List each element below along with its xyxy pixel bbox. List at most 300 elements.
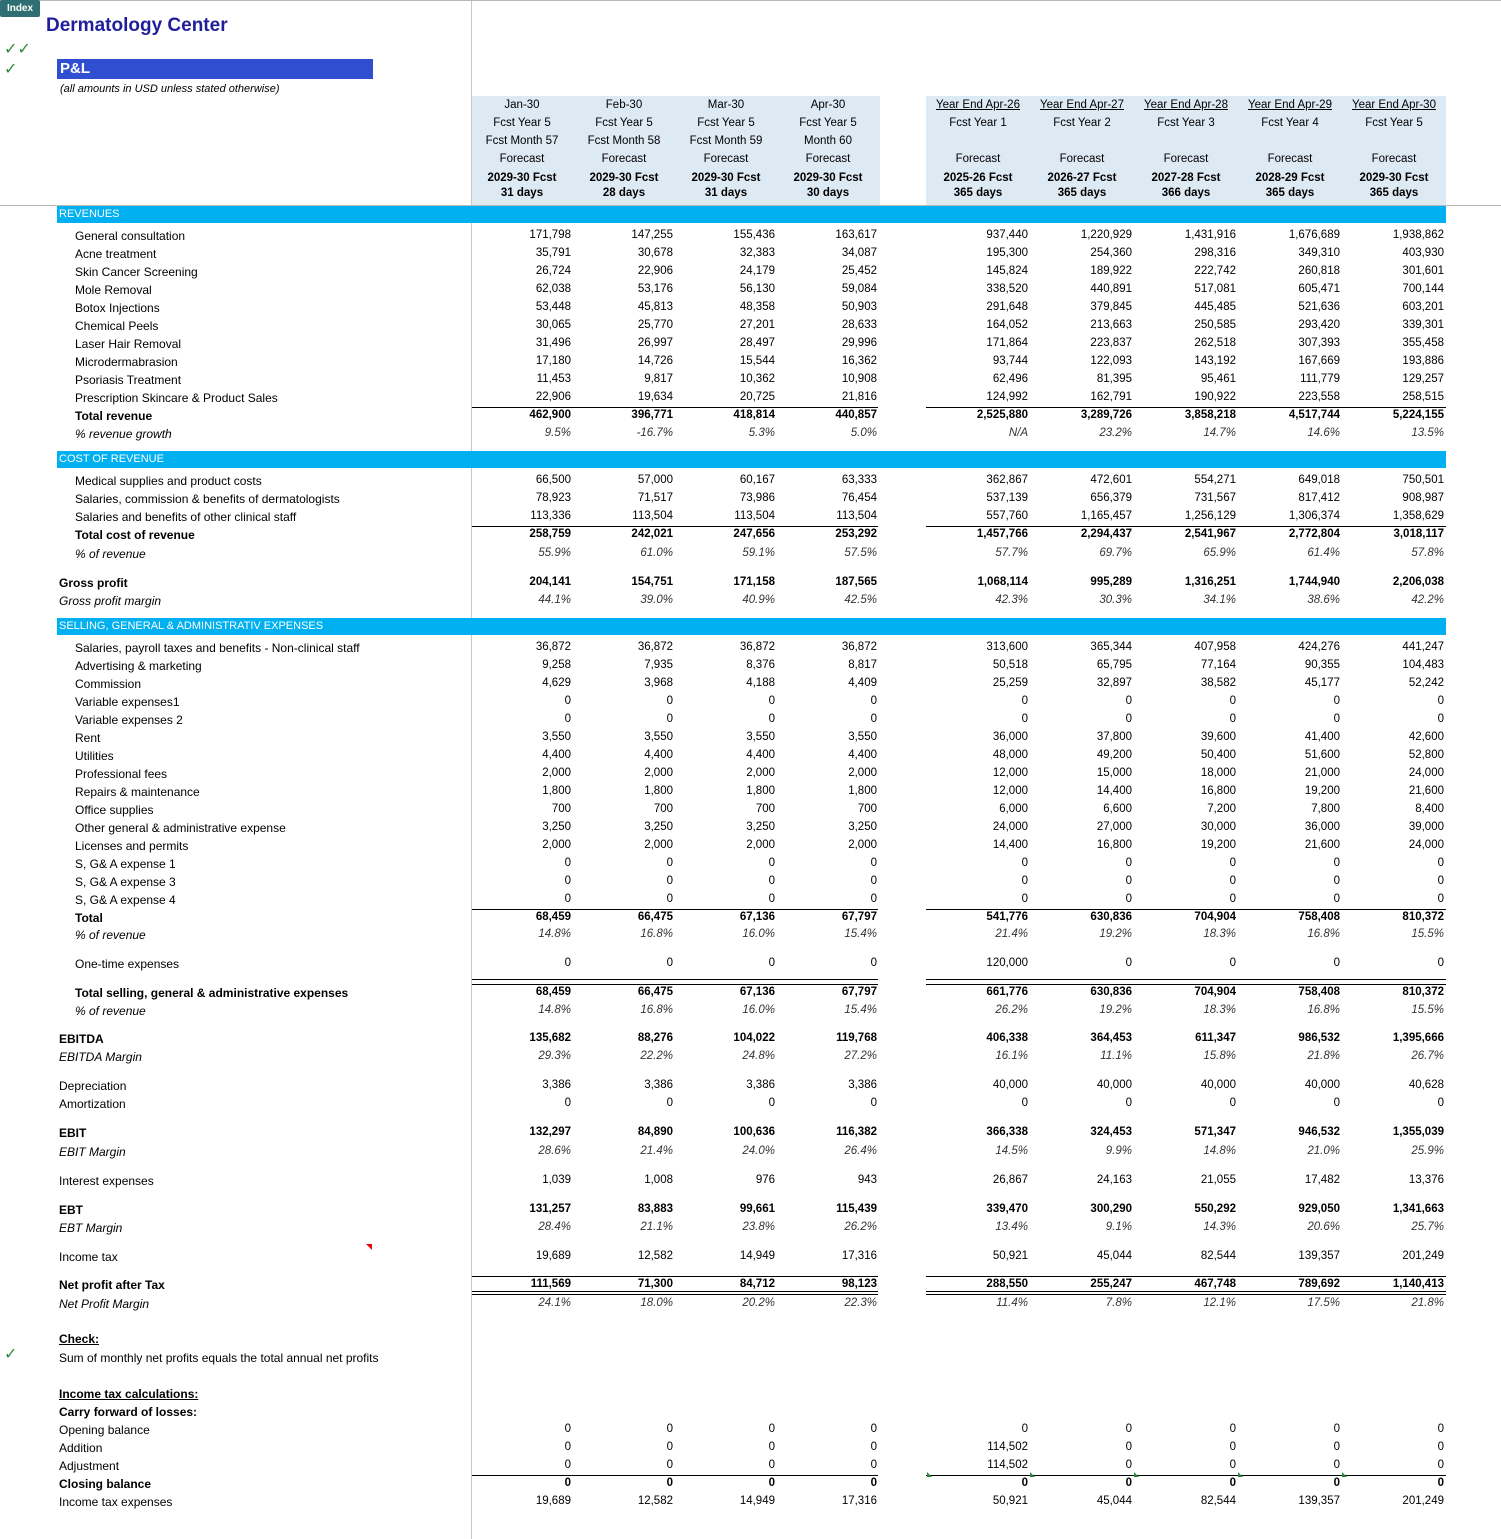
cell-value[interactable]: 139,357 xyxy=(1298,1250,1340,1262)
cell-value[interactable]: 26,867 xyxy=(992,1174,1028,1186)
cell-value[interactable]: 0 xyxy=(1437,893,1444,905)
cell-value[interactable]: 95,461 xyxy=(1200,373,1236,385)
cell-value[interactable]: 57.7% xyxy=(995,547,1028,559)
cell-value[interactable]: 26.4% xyxy=(844,1145,877,1157)
cell-value[interactable]: 3,250 xyxy=(644,821,673,833)
cell-value[interactable]: 66,500 xyxy=(535,474,571,486)
cell-value[interactable]: 0 xyxy=(1333,893,1340,905)
cell-value[interactable]: 0 xyxy=(1125,713,1132,725)
cell-value[interactable]: 71,300 xyxy=(637,1278,673,1290)
cell-value[interactable]: 77,164 xyxy=(1200,659,1236,671)
cell-value[interactable]: 28.6% xyxy=(538,1145,571,1157)
cell-value[interactable]: 0 xyxy=(768,893,775,905)
cell-value[interactable]: 0 xyxy=(564,893,571,905)
cell-value[interactable]: 65,795 xyxy=(1096,659,1132,671)
cell-value[interactable]: 0 xyxy=(666,1459,673,1471)
cell-value[interactable]: 313,600 xyxy=(986,641,1028,653)
cell-value[interactable]: 758,408 xyxy=(1298,911,1340,923)
cell-value[interactable]: 1,008 xyxy=(644,1174,673,1186)
cell-value[interactable]: 554,271 xyxy=(1194,474,1236,486)
cell-value[interactable]: 195,300 xyxy=(986,247,1028,259)
cell-value[interactable]: 84,890 xyxy=(637,1126,673,1138)
cell-value[interactable]: 0 xyxy=(1437,1441,1444,1453)
cell-value[interactable]: 0 xyxy=(1125,957,1132,969)
cell-value[interactable]: 0 xyxy=(1125,1441,1132,1453)
cell-value[interactable]: 0 xyxy=(666,1441,673,1453)
cell-value[interactable]: 403,930 xyxy=(1402,247,1444,259)
cell-value[interactable]: 23.8% xyxy=(742,1221,775,1233)
cell-value[interactable]: 12,000 xyxy=(992,785,1028,797)
cell-value[interactable]: 14,726 xyxy=(637,355,673,367)
cell-value[interactable]: 40.9% xyxy=(742,594,775,606)
cell-value[interactable]: 26.7% xyxy=(1411,1050,1444,1062)
cell-value[interactable]: 1,800 xyxy=(848,785,877,797)
cell-value[interactable]: 50,400 xyxy=(1200,749,1236,761)
cell-value[interactable]: 0 xyxy=(1021,893,1028,905)
cell-value[interactable]: 201,249 xyxy=(1402,1250,1444,1262)
cell-value[interactable]: 223,837 xyxy=(1090,337,1132,349)
cell-value[interactable]: 201,249 xyxy=(1402,1495,1444,1507)
cell-value[interactable]: 22,906 xyxy=(637,265,673,277)
cell-value[interactable]: 62,038 xyxy=(535,283,571,295)
cell-value[interactable]: 19,634 xyxy=(637,391,673,403)
cell-value[interactable]: 0 xyxy=(666,1097,673,1109)
cell-value[interactable]: 132,297 xyxy=(529,1126,571,1138)
cell-value[interactable]: 3,386 xyxy=(848,1079,877,1091)
cell-value[interactable]: 1,395,666 xyxy=(1392,1032,1444,1044)
cell-value[interactable]: 44.1% xyxy=(538,594,571,606)
cell-value[interactable]: 0 xyxy=(870,1097,877,1109)
cell-value[interactable]: 4,400 xyxy=(644,749,673,761)
cell-value[interactable]: 154,751 xyxy=(631,576,673,588)
cell-value[interactable]: 0 xyxy=(1021,713,1028,725)
cell-value[interactable]: 129,257 xyxy=(1402,373,1444,385)
cell-value[interactable]: 19.2% xyxy=(1099,928,1132,940)
cell-value[interactable]: 0 xyxy=(666,957,673,969)
cell-value[interactable]: 17.5% xyxy=(1307,1297,1340,1309)
cell-value[interactable]: 250,585 xyxy=(1194,319,1236,331)
cell-value[interactable]: 3,858,218 xyxy=(1184,409,1236,421)
cell-value[interactable]: 113,504 xyxy=(632,510,673,522)
cell-value[interactable]: 0 xyxy=(666,1477,673,1489)
cell-value[interactable]: 0 xyxy=(1437,875,1444,887)
cell-value[interactable]: 16.8% xyxy=(1307,1004,1340,1016)
cell-value[interactable]: 258,759 xyxy=(529,528,571,540)
cell-value[interactable]: 14.8% xyxy=(1203,1145,1236,1157)
cell-value[interactable]: 8,400 xyxy=(1415,803,1444,815)
cell-value[interactable]: 541,776 xyxy=(986,911,1028,923)
cell-value[interactable]: 0 xyxy=(564,1459,571,1471)
cell-value[interactable]: 48,000 xyxy=(992,749,1028,761)
cell-value[interactable]: 21,600 xyxy=(1304,839,1340,851)
cell-value[interactable]: 7,800 xyxy=(1311,803,1340,815)
cell-value[interactable]: 5.0% xyxy=(850,427,877,439)
cell-value[interactable]: 213,663 xyxy=(1090,319,1132,331)
cell-value[interactable]: 111,569 xyxy=(530,1278,571,1290)
cell-value[interactable]: 0 xyxy=(768,1097,775,1109)
cell-value[interactable]: 0 xyxy=(1021,857,1028,869)
cell-value[interactable]: 324,453 xyxy=(1090,1126,1132,1138)
cell-value[interactable]: 1,358,629 xyxy=(1392,510,1444,522)
cell-value[interactable]: 758,408 xyxy=(1298,986,1340,998)
cell-value[interactable]: 0 xyxy=(1021,695,1028,707)
cell-value[interactable]: 4,517,744 xyxy=(1288,409,1340,421)
cell-value[interactable]: 14.7% xyxy=(1203,427,1236,439)
cell-value[interactable]: 30,065 xyxy=(535,319,571,331)
cell-value[interactable]: 25,452 xyxy=(841,265,877,277)
cell-value[interactable]: 14.5% xyxy=(995,1145,1028,1157)
cell-value[interactable]: 0 xyxy=(768,1441,775,1453)
cell-value[interactable]: 21,816 xyxy=(841,391,877,403)
cell-value[interactable]: 122,093 xyxy=(1090,355,1132,367)
cell-value[interactable]: 0 xyxy=(666,875,673,887)
cell-value[interactable]: 60,167 xyxy=(739,474,775,486)
cell-value[interactable]: 521,636 xyxy=(1298,301,1340,313)
cell-value[interactable]: 143,192 xyxy=(1194,355,1236,367)
cell-value[interactable]: 18.0% xyxy=(640,1297,673,1309)
cell-value[interactable]: 338,520 xyxy=(986,283,1028,295)
cell-value[interactable]: 0 xyxy=(564,1097,571,1109)
cell-value[interactable]: 0 xyxy=(1437,695,1444,707)
cell-value[interactable]: 15.5% xyxy=(1411,928,1444,940)
cell-value[interactable]: 1,800 xyxy=(542,785,571,797)
cell-value[interactable]: 0 xyxy=(1125,875,1132,887)
cell-value[interactable]: 3,968 xyxy=(644,677,673,689)
cell-value[interactable]: 0 xyxy=(870,893,877,905)
cell-value[interactable]: 12,582 xyxy=(637,1250,673,1262)
cell-value[interactable]: 0 xyxy=(1125,893,1132,905)
cell-value[interactable]: 59.1% xyxy=(742,547,775,559)
cell-value[interactable]: 6,000 xyxy=(999,803,1028,815)
cell-value[interactable]: 119,768 xyxy=(836,1032,877,1044)
cell-value[interactable]: 2,000 xyxy=(746,839,775,851)
cell-value[interactable]: 339,470 xyxy=(986,1203,1028,1215)
cell-value[interactable]: 700,144 xyxy=(1402,283,1444,295)
cell-value[interactable]: 0 xyxy=(870,857,877,869)
cell-value[interactable]: 16.8% xyxy=(640,928,673,940)
cell-value[interactable]: 605,471 xyxy=(1298,283,1340,295)
cell-value[interactable]: 700 xyxy=(551,803,571,815)
cell-value[interactable]: 1,165,457 xyxy=(1080,510,1132,522)
cell-value[interactable]: 14.8% xyxy=(538,1004,571,1016)
cell-value[interactable]: 57.8% xyxy=(1411,547,1444,559)
cell-value[interactable]: 254,360 xyxy=(1090,247,1132,259)
cell-value[interactable]: 114,502 xyxy=(987,1441,1028,1453)
cell-value[interactable]: 0 xyxy=(1021,1097,1028,1109)
cell-value[interactable]: 22,906 xyxy=(535,391,571,403)
cell-value[interactable]: 48,358 xyxy=(739,301,775,313)
cell-value[interactable]: 193,886 xyxy=(1402,355,1444,367)
cell-value[interactable]: 104,022 xyxy=(733,1032,775,1044)
cell-value[interactable]: 42.5% xyxy=(844,594,877,606)
cell-value[interactable]: 40,628 xyxy=(1408,1079,1444,1091)
cell-value[interactable]: 700 xyxy=(653,803,673,815)
cell-value[interactable]: 45,044 xyxy=(1096,1250,1132,1262)
cell-value[interactable]: 19.2% xyxy=(1099,1004,1132,1016)
cell-value[interactable]: 23.2% xyxy=(1099,427,1132,439)
cell-value[interactable]: 550,292 xyxy=(1194,1203,1236,1215)
cell-value[interactable]: 0 xyxy=(1333,1477,1340,1489)
cell-value[interactable]: 15,544 xyxy=(739,355,775,367)
cell-value[interactable]: 17,482 xyxy=(1304,1174,1340,1186)
cell-value[interactable]: 139,357 xyxy=(1298,1495,1340,1507)
cell-value[interactable]: 0 xyxy=(1125,1423,1132,1435)
cell-value[interactable]: 4,188 xyxy=(746,677,775,689)
cell-value[interactable]: 1,457,766 xyxy=(976,528,1028,540)
cell-value[interactable]: 0 xyxy=(870,695,877,707)
cell-value[interactable]: 19,200 xyxy=(1304,785,1340,797)
cell-value[interactable]: 90,355 xyxy=(1304,659,1340,671)
cell-value[interactable]: 18.3% xyxy=(1203,1004,1236,1016)
cell-value[interactable]: 0 xyxy=(1333,1423,1340,1435)
cell-value[interactable]: 53,176 xyxy=(637,283,673,295)
cell-value[interactable]: 25,770 xyxy=(637,319,673,331)
cell-value[interactable]: 537,139 xyxy=(986,492,1028,504)
cell-value[interactable]: 19,200 xyxy=(1200,839,1236,851)
cell-value[interactable]: 1,316,251 xyxy=(1184,576,1236,588)
cell-value[interactable]: 21,600 xyxy=(1408,785,1444,797)
cell-value[interactable]: 3,550 xyxy=(644,731,673,743)
cell-value[interactable]: 36,872 xyxy=(637,641,673,653)
cell-value[interactable]: 164,052 xyxy=(986,319,1028,331)
cell-value[interactable]: 418,814 xyxy=(733,409,775,421)
cell-value[interactable]: 0 xyxy=(1229,1441,1236,1453)
cell-value[interactable]: 9,817 xyxy=(644,373,673,385)
cell-value[interactable]: 13,376 xyxy=(1408,1174,1444,1186)
cell-value[interactable]: 0 xyxy=(768,857,775,869)
cell-value[interactable]: 51,600 xyxy=(1304,749,1340,761)
cell-value[interactable]: 7,200 xyxy=(1207,803,1236,815)
cell-value[interactable]: 68,459 xyxy=(535,986,571,998)
cell-value[interactable]: 30.3% xyxy=(1099,594,1132,606)
cell-value[interactable]: 116,382 xyxy=(836,1126,877,1138)
cell-value[interactable]: 0 xyxy=(564,1477,571,1489)
cell-value[interactable]: 8,817 xyxy=(848,659,877,671)
cell-value[interactable]: 2,000 xyxy=(542,839,571,851)
cell-value[interactable]: 407,958 xyxy=(1194,641,1236,653)
cell-value[interactable]: 82,544 xyxy=(1200,1250,1236,1262)
cell-value[interactable]: 171,864 xyxy=(986,337,1028,349)
cell-value[interactable]: 14.8% xyxy=(538,928,571,940)
cell-value[interactable]: 13.4% xyxy=(995,1221,1028,1233)
cell-value[interactable]: 36,872 xyxy=(739,641,775,653)
cell-value[interactable]: 700 xyxy=(857,803,877,815)
cell-value[interactable]: 656,379 xyxy=(1090,492,1132,504)
cell-value[interactable]: 0 xyxy=(1437,1477,1444,1489)
cell-value[interactable]: 700 xyxy=(755,803,775,815)
cell-value[interactable]: 1,256,129 xyxy=(1184,510,1236,522)
cell-value[interactable]: 0 xyxy=(768,713,775,725)
cell-value[interactable]: 32,383 xyxy=(739,247,775,259)
cell-value[interactable]: 0 xyxy=(1125,857,1132,869)
cell-value[interactable]: 38.6% xyxy=(1307,594,1340,606)
cell-value[interactable]: 50,518 xyxy=(992,659,1028,671)
cell-value[interactable]: 9,258 xyxy=(542,659,571,671)
cell-value[interactable]: 16.8% xyxy=(640,1004,673,1016)
cell-value[interactable]: 88,276 xyxy=(637,1032,673,1044)
cell-value[interactable]: 0 xyxy=(666,713,673,725)
cell-value[interactable]: 4,629 xyxy=(542,677,571,689)
cell-value[interactable]: 16.0% xyxy=(742,928,775,940)
cell-value[interactable]: 0 xyxy=(666,893,673,905)
cell-value[interactable]: 98,123 xyxy=(841,1278,877,1290)
cell-value[interactable]: 13.5% xyxy=(1411,427,1444,439)
cell-value[interactable]: 67,136 xyxy=(739,911,775,923)
cell-value[interactable]: 11,453 xyxy=(536,373,571,385)
cell-value[interactable]: 19,689 xyxy=(535,1495,571,1507)
cell-value[interactable]: 255,247 xyxy=(1090,1278,1132,1290)
cell-value[interactable]: 78,923 xyxy=(535,492,571,504)
cell-value[interactable]: 111,779 xyxy=(1300,373,1340,385)
cell-value[interactable]: 16,800 xyxy=(1096,839,1132,851)
cell-value[interactable]: 0 xyxy=(564,713,571,725)
cell-value[interactable]: -16.7% xyxy=(636,427,673,439)
cell-value[interactable]: 630,836 xyxy=(1090,986,1132,998)
cell-value[interactable]: 946,532 xyxy=(1298,1126,1340,1138)
cell-value[interactable]: 0 xyxy=(768,957,775,969)
cell-value[interactable]: 18,000 xyxy=(1200,767,1236,779)
cell-value[interactable]: 5.3% xyxy=(748,427,775,439)
cell-value[interactable]: 611,347 xyxy=(1195,1032,1236,1044)
cell-value[interactable]: 61.0% xyxy=(640,547,673,559)
cell-value[interactable]: 34.1% xyxy=(1203,594,1236,606)
cell-value[interactable]: 73,986 xyxy=(739,492,775,504)
cell-value[interactable]: 0 xyxy=(1333,1441,1340,1453)
cell-value[interactable]: 59,084 xyxy=(841,283,877,295)
cell-value[interactable]: 56,130 xyxy=(739,283,775,295)
cell-value[interactable]: 24,000 xyxy=(992,821,1028,833)
cell-value[interactable]: 0 xyxy=(1229,1477,1236,1489)
cell-value[interactable]: 50,921 xyxy=(992,1495,1028,1507)
cell-value[interactable]: 704,904 xyxy=(1194,986,1236,998)
cell-value[interactable]: 937,440 xyxy=(986,229,1028,241)
cell-value[interactable]: 0 xyxy=(1437,1459,1444,1471)
cell-value[interactable]: 2,206,038 xyxy=(1392,576,1444,588)
cell-value[interactable]: 76,454 xyxy=(841,492,877,504)
cell-value[interactable]: 298,316 xyxy=(1194,247,1236,259)
cell-value[interactable]: 24,000 xyxy=(1408,839,1444,851)
cell-value[interactable]: 0 xyxy=(870,957,877,969)
cell-value[interactable]: 38,582 xyxy=(1200,677,1236,689)
cell-value[interactable]: 307,393 xyxy=(1298,337,1340,349)
cell-value[interactable]: 1,431,916 xyxy=(1184,229,1236,241)
cell-value[interactable]: 0 xyxy=(1125,1459,1132,1471)
cell-value[interactable]: 155,436 xyxy=(733,229,775,241)
cell-value[interactable]: 3,550 xyxy=(746,731,775,743)
cell-value[interactable]: 24,179 xyxy=(739,265,775,277)
cell-value[interactable]: 26,724 xyxy=(535,265,571,277)
cell-value[interactable]: 291,648 xyxy=(986,301,1028,313)
cell-value[interactable]: 45,177 xyxy=(1304,677,1340,689)
cell-value[interactable]: 27,000 xyxy=(1096,821,1132,833)
cell-value[interactable]: 115,439 xyxy=(836,1203,877,1215)
cell-value[interactable]: 55.9% xyxy=(538,547,571,559)
cell-value[interactable]: 25.9% xyxy=(1411,1145,1444,1157)
cell-value[interactable]: 3,550 xyxy=(848,731,877,743)
cell-value[interactable]: 39.0% xyxy=(640,594,673,606)
cell-value[interactable]: 222,742 xyxy=(1194,265,1236,277)
cell-value[interactable]: 0 xyxy=(1437,857,1444,869)
cell-value[interactable]: 52,242 xyxy=(1408,677,1444,689)
cell-value[interactable]: 603,201 xyxy=(1402,301,1444,313)
cell-value[interactable]: 69.7% xyxy=(1099,547,1132,559)
cell-value[interactable]: 0 xyxy=(666,695,673,707)
cell-value[interactable]: 147,255 xyxy=(631,229,673,241)
cell-value[interactable]: 3,018,117 xyxy=(1393,528,1444,540)
cell-value[interactable]: 0 xyxy=(1437,1423,1444,1435)
cell-value[interactable]: 29,996 xyxy=(841,337,877,349)
cell-value[interactable]: 0 xyxy=(564,1423,571,1435)
cell-value[interactable]: 61.4% xyxy=(1307,547,1340,559)
cell-value[interactable]: 30,000 xyxy=(1200,821,1236,833)
cell-value[interactable]: 71,517 xyxy=(637,492,673,504)
cell-value[interactable]: 424,276 xyxy=(1298,641,1340,653)
cell-value[interactable]: 0 xyxy=(1125,1097,1132,1109)
cell-value[interactable]: 0 xyxy=(1333,695,1340,707)
cell-value[interactable]: 3,550 xyxy=(542,731,571,743)
cell-value[interactable]: 120,000 xyxy=(986,957,1028,969)
cell-value[interactable]: 26.2% xyxy=(844,1221,877,1233)
index-tab-button[interactable]: Index xyxy=(0,0,40,17)
cell-value[interactable]: 40,000 xyxy=(992,1079,1028,1091)
cell-value[interactable]: 1,744,940 xyxy=(1288,576,1340,588)
cell-value[interactable]: 557,760 xyxy=(986,510,1028,522)
cell-value[interactable]: 223,558 xyxy=(1298,391,1340,403)
cell-value[interactable]: 0 xyxy=(768,1423,775,1435)
cell-value[interactable]: 68,459 xyxy=(535,911,571,923)
cell-value[interactable]: N/A xyxy=(1008,427,1028,439)
cell-value[interactable]: 445,485 xyxy=(1194,301,1236,313)
cell-value[interactable]: 5,224,155 xyxy=(1392,409,1444,421)
cell-value[interactable]: 4,400 xyxy=(746,749,775,761)
cell-value[interactable]: 40,000 xyxy=(1200,1079,1236,1091)
cell-value[interactable]: 39,600 xyxy=(1200,731,1236,743)
cell-value[interactable]: 36,000 xyxy=(1304,821,1340,833)
cell-value[interactable]: 114,502 xyxy=(987,1459,1028,1471)
cell-value[interactable]: 16.8% xyxy=(1307,928,1340,940)
cell-value[interactable]: 6,600 xyxy=(1103,803,1132,815)
cell-value[interactable]: 1,140,413 xyxy=(1392,1278,1444,1290)
cell-value[interactable]: 16,800 xyxy=(1200,785,1236,797)
cell-value[interactable]: 4,400 xyxy=(848,749,877,761)
cell-value[interactable]: 187,565 xyxy=(835,576,877,588)
cell-value[interactable]: 929,050 xyxy=(1298,1203,1340,1215)
cell-value[interactable]: 14,400 xyxy=(1096,785,1132,797)
cell-value[interactable]: 14,400 xyxy=(992,839,1028,851)
cell-value[interactable]: 100,636 xyxy=(733,1126,775,1138)
cell-value[interactable]: 21,055 xyxy=(1200,1174,1236,1186)
cell-value[interactable]: 2,541,967 xyxy=(1184,528,1236,540)
cell-value[interactable]: 45,813 xyxy=(637,301,673,313)
cell-value[interactable]: 1,800 xyxy=(746,785,775,797)
cell-value[interactable]: 135,682 xyxy=(529,1032,571,1044)
cell-value[interactable]: 0 xyxy=(1229,1423,1236,1435)
cell-value[interactable]: 40,000 xyxy=(1096,1079,1132,1091)
cell-value[interactable]: 17,180 xyxy=(535,355,571,367)
cell-value[interactable]: 14.6% xyxy=(1307,427,1340,439)
cell-value[interactable]: 63,333 xyxy=(841,474,877,486)
cell-value[interactable]: 27,201 xyxy=(739,319,775,331)
cell-value[interactable]: 0 xyxy=(564,857,571,869)
cell-value[interactable]: 1,800 xyxy=(644,785,673,797)
cell-value[interactable]: 21.4% xyxy=(995,928,1028,940)
cell-value[interactable]: 0 xyxy=(666,857,673,869)
cell-value[interactable]: 27.2% xyxy=(844,1050,877,1062)
cell-value[interactable]: 20,725 xyxy=(739,391,775,403)
cell-value[interactable]: 99,661 xyxy=(739,1203,775,1215)
cell-value[interactable]: 3,250 xyxy=(746,821,775,833)
cell-value[interactable]: 649,018 xyxy=(1298,474,1340,486)
